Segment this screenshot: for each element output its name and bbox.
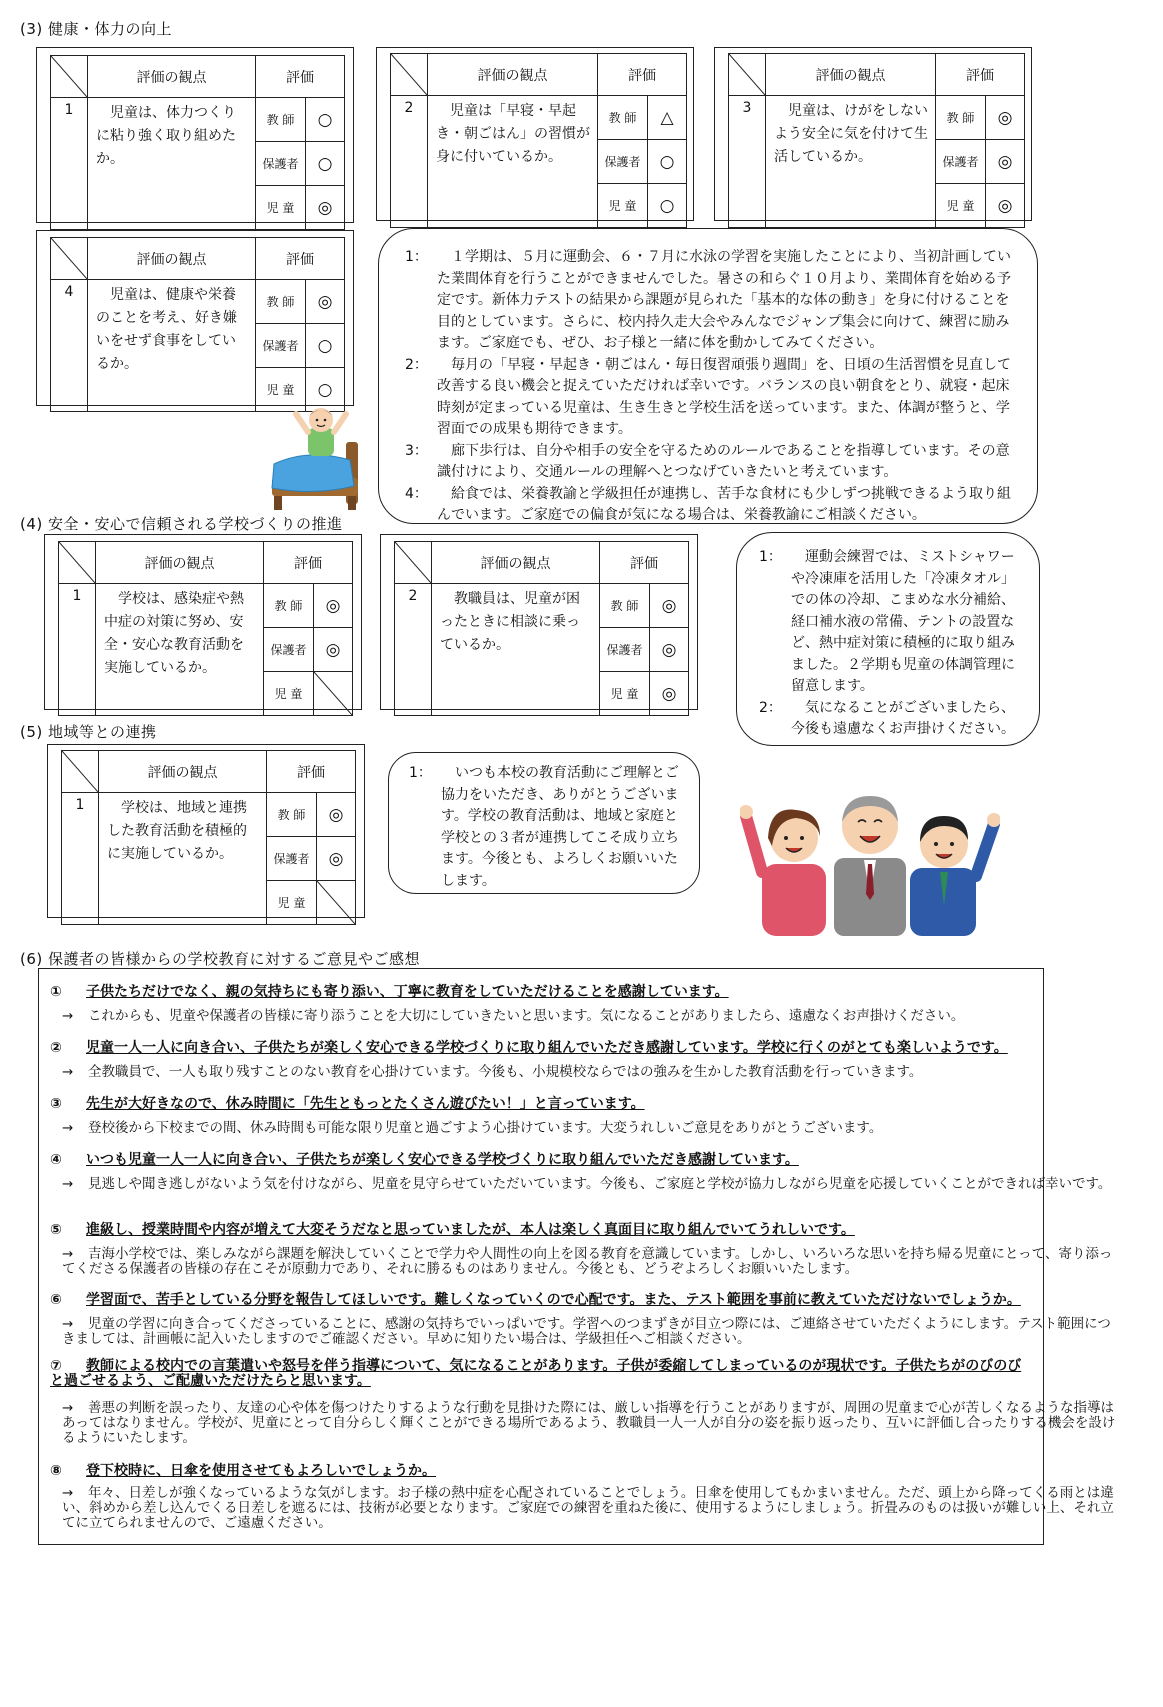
feedback-number: ② [50, 1040, 62, 1056]
mark-parent: ◎ [317, 837, 356, 881]
arrow-icon: → [62, 1008, 74, 1024]
feedback-answer-text: 児童の学習に向き合ってくださっていることに、感謝の気持ちでいっぱいです。学習へのつまずきが目立つ際には、ご連絡させていただくようにします。テスト範囲につきましては、計画帳に記入いたしますのでご確認ください。早めに知りたい場合は、学級担任へご相談ください。 [62, 1316, 1111, 1347]
role-parent: 保護者 [256, 324, 306, 368]
mark-teacher: ○ [306, 98, 345, 142]
note-number: 2： [759, 699, 782, 716]
mark-teacher: ◎ [986, 96, 1025, 140]
role-student: 児 童 [600, 672, 650, 716]
safety-note [759, 547, 1021, 698]
feedback-question [50, 1289, 1021, 1309]
arrow-icon: → [62, 1316, 74, 1332]
feedback-answer [62, 1486, 1122, 1531]
section-4-title: (4) 安全・安心で信頼される学校づくりの推進 [20, 515, 343, 533]
health-notes-bubble [378, 228, 1038, 524]
safety-note [759, 698, 1021, 741]
feedback-question-text: 学習面で、苦手としている分野を報告してほしいです。難しくなっていくので心配です。また、テスト範囲を事前に教えていただけないでしょうか。 [86, 1292, 1021, 1308]
health-table-3 [728, 53, 1025, 228]
feedback-question [50, 981, 729, 1001]
header-hyouka: 評価 [936, 54, 1025, 96]
feedback-question-text: 進級し、授業時間や内容が増えて大変そうだなと思っていましたが、本人は楽しく真面目に取り組んでいてうれしいです。 [86, 1222, 855, 1238]
header-hyouka: 評価 [598, 54, 687, 96]
health-note [405, 484, 1013, 527]
note-text: 給食では、栄養教諭と学級担任が連携し、苦手な食材にも少しずつ挑戦できるよう取り組んでいます。ご家庭での偏食が気になる場合は、栄養教諭にご相談ください。 [437, 485, 1011, 523]
item-text: 児童は、健康や栄養のことを考え、好き嫌いをせず食事をしているか。 [88, 280, 256, 412]
role-student: 児 童 [264, 672, 314, 716]
mark-not-applicable [314, 672, 353, 716]
health-table-1 [50, 55, 345, 230]
mark-parent: ○ [306, 142, 345, 186]
mark-teacher: ◎ [306, 280, 345, 324]
header-diagonal [729, 54, 766, 96]
item-number: 1 [51, 98, 88, 230]
arrow-icon: → [62, 1176, 74, 1192]
feedback-question-text: 登下校時に、日傘を使用させてもよろしいでしょうか。 [86, 1463, 436, 1479]
safety-table-1 [58, 541, 353, 716]
role-teacher: 教 師 [267, 793, 317, 837]
item-number: 1 [59, 584, 96, 716]
mark-student: ◎ [986, 184, 1025, 228]
header-hyouka: 評価 [256, 56, 345, 98]
mark-parent: ○ [648, 140, 687, 184]
arrow-icon: → [62, 1485, 74, 1501]
feedback-answer-text: 年々、日差しが強くなっているような気がします。お子様の熱中症を心配されていることでしょう。日傘を使用してもかまいません。ただ、頭上から降ってくる雨とは違い、斜めから差し込んでくる日差しを遮るには、技術が必要となります。ご家庭での練習を重ねた後に、使用するようにしましょう。折畳みのものは扱いが難しい上、それ立てに立てられませんので、ご遠慮ください。 [62, 1485, 1114, 1531]
feedback-answer-text: 全教職員で、一人も取り残すことのない教育を心掛けています。今後も、小規模校ならではの強みを生かした教育活動を行っていきます。 [88, 1064, 923, 1080]
note-number: 3： [405, 442, 428, 459]
health-note [405, 355, 1013, 441]
feedback-question [50, 1149, 799, 1169]
note-text: 気になることがございましたら、今後も遠慮なくお声掛けください。 [791, 699, 1015, 737]
feedback-number: ⑧ [50, 1463, 62, 1479]
mark-parent: ◎ [650, 628, 689, 672]
role-teacher: 教 師 [598, 96, 648, 140]
feedback-number: ⑦ [50, 1358, 62, 1374]
note-number: 1： [405, 249, 428, 265]
safety-table-2 [394, 541, 689, 716]
feedback-answer [62, 1401, 1122, 1446]
item-text: 学校は、感染症や熱中症の対策に努め、安全・安心な教育活動を実施しているか。 [96, 584, 264, 716]
arrow-icon: → [62, 1120, 74, 1136]
role-student: 児 童 [598, 184, 648, 228]
health-note [405, 247, 1013, 355]
community-notes-bubble [388, 752, 700, 894]
feedback-answer-text: 登校後から下校までの間、休み時間も可能な限り児童と過ごすよう心掛けています。大変うれしいご意見をありがとうございます。 [88, 1120, 883, 1136]
mark-parent: ○ [306, 324, 345, 368]
mark-teacher: ◎ [314, 584, 353, 628]
community-people-illustration [740, 776, 1000, 936]
community-table [61, 750, 356, 925]
role-student: 児 童 [256, 186, 306, 230]
mark-student: ◎ [650, 672, 689, 716]
feedback-question [50, 1093, 645, 1113]
note-text: 毎月の「早寝・早起き・朝ごはん・毎日復習頑張り週間」を、日頃の生活習慣を見直して改善する良い機会と捉えていただければ幸いです。バランスの良い朝食をとり、就寝・起床時刻が定まっている児童は、生き生きと学校生活を送っています。また、体調が整うと、学習面での成果も期待できます。 [437, 356, 1011, 437]
item-number: 4 [51, 280, 88, 412]
feedback-answer [62, 1317, 1122, 1347]
child-in-bed-illustration [268, 402, 368, 514]
note-text: 廊下歩行は、自分や相手の安全を守るためのルールであることを指導しています。その意識付けにより、交通ルールの理解へとつなげていきたいと考えています。 [437, 442, 1010, 480]
arrow-icon: → [62, 1400, 74, 1416]
mark-student: ○ [648, 184, 687, 228]
feedback-question-text: 子供たちだけでなく、親の気持ちにも寄り添い、丁寧に教育をしていただけることを感謝しています。 [86, 984, 729, 1000]
arrow-icon: → [62, 1246, 74, 1262]
header-hyouka: 評価 [256, 238, 345, 280]
header-hyouka: 評価 [267, 751, 356, 793]
note-number: 1： [409, 765, 432, 781]
header-diagonal [395, 542, 432, 584]
mark-student: ○ [306, 368, 345, 412]
note-number: 2： [405, 356, 428, 373]
note-text: 運動会練習では、ミストシャワーや冷凍庫を活用した「冷凍タオル」での体の冷却、こまめな水分補給、経口補水液の常備、テントの設置など、熱中症対策に積極的に取り組みました。２学期も児童の体調管理に留意します。 [791, 549, 1015, 694]
feedback-answer-text: 吉海小学校では、楽しみながら課題を解決していくことで学力や人間性の向上を図る教育を意識しています。しかし、いろいろな思いを持ち帰る児童にとって、寄り添ってくださる保護者の皆様の存在こそが原動力であり、それに勝るものはありません。今後とも、どうぞよろしくお願いいたします。 [62, 1246, 1113, 1277]
item-text: 教職員は、児童が困ったときに相談に乗っているか。 [432, 584, 600, 716]
header-diagonal [391, 54, 428, 96]
header-diagonal [51, 238, 88, 280]
feedback-number: ⑤ [50, 1222, 62, 1238]
health-table-4 [50, 237, 345, 412]
header-diagonal [62, 751, 99, 793]
feedback-question [50, 1219, 855, 1239]
role-teacher: 教 師 [256, 98, 306, 142]
header-kanten: 評価の観点 [88, 56, 256, 98]
header-kanten: 評価の観点 [88, 238, 256, 280]
note-text: １学期は、５月に運動会、６・７月に水泳の学習を実施したことにより、当初計画していた業間体育を行うことができませんでした。暑さの和らぐ１０月より、業間体育を始める予定です。新体力テストの結果から課題が見られた「基本的な体の動き」を身に付けることを目的としています。さらに、校内持久走大会やみんなでジャンプ集会に向けて、練習に励みます。ご家庭でも、ぜひ、お子様と一緒に体を動かしてみてください。 [437, 249, 1011, 351]
mark-parent: ◎ [986, 140, 1025, 184]
feedback-answer [62, 1247, 1122, 1277]
mark-teacher: ◎ [317, 793, 356, 837]
header-hyouka: 評価 [264, 542, 353, 584]
header-hyouka: 評価 [600, 542, 689, 584]
feedback-answer [62, 1009, 1122, 1024]
mark-not-applicable [317, 881, 356, 925]
item-number: 1 [62, 793, 99, 925]
item-number: 2 [395, 584, 432, 716]
feedback-number: ③ [50, 1096, 62, 1112]
note-text: いつも本校の教育活動にご理解とご協力をいただき、ありがとうございます。学校の教育活動は、地域と家庭と学校との３者が連携してこそ成り立ちます。今後とも、よろしくお願いいたします。 [441, 765, 679, 889]
role-student: 児 童 [256, 368, 306, 412]
item-text: 児童は「早寝・早起き・朝ごはん」の習慣が身に付いているか。 [428, 96, 598, 228]
feedback-question-text: 児童一人一人に向き合い、子供たちが楽しく安心できる学校づくりに取り組んでいただき感謝しています。学校に行くのがとても楽しいようです。 [86, 1040, 1008, 1056]
safety-notes-bubble [736, 532, 1040, 746]
role-parent: 保護者 [264, 628, 314, 672]
feedback-number: ④ [50, 1152, 62, 1168]
role-teacher: 教 師 [256, 280, 306, 324]
item-text: 児童は、けがをしないよう安全に気を付けて生活しているか。 [766, 96, 936, 228]
header-kanten: 評価の観点 [428, 54, 598, 96]
mark-student: ◎ [306, 186, 345, 230]
item-number: 2 [391, 96, 428, 228]
feedback-answer [62, 1121, 1122, 1136]
role-teacher: 教 師 [936, 96, 986, 140]
role-parent: 保護者 [256, 142, 306, 186]
arrow-icon: → [62, 1064, 74, 1080]
feedback-answer-text: 見逃しや聞き逃しがないよう気を付けながら、児童を見守らせていただいています。今後も、ご家庭と学校が協力しながら児童を応援していくことができれば幸いです。 [88, 1176, 1112, 1192]
role-student: 児 童 [936, 184, 986, 228]
mark-teacher: ◎ [650, 584, 689, 628]
header-diagonal [59, 542, 96, 584]
item-number: 3 [729, 96, 766, 228]
section-6-title: (6) 保護者の皆様からの学校教育に対するご意見やご感想 [20, 950, 421, 968]
health-table-2 [390, 53, 687, 228]
feedback-answer-text: これからも、児童や保護者の皆様に寄り添うことを大切にしていきたいと思います。気になることがありましたら、遠慮なくお声掛けください。 [88, 1008, 965, 1024]
feedback-question-text: 先生が大好きなので、休み時間に「先生ともっとたくさん遊びたい！」と言っています。 [86, 1096, 645, 1112]
feedback-question [50, 1037, 1008, 1057]
feedback-question [50, 1359, 1035, 1389]
header-kanten: 評価の観点 [96, 542, 264, 584]
note-number: 4： [405, 485, 428, 502]
note-number: 1： [759, 549, 782, 565]
role-parent: 保護者 [598, 140, 648, 184]
section-3-title: (3) 健康・体力の向上 [20, 20, 173, 38]
section-5-title: (5) 地域等との連携 [20, 723, 157, 741]
feedback-question [50, 1460, 436, 1480]
feedback-question-text: 教師による校内での言葉遣いや怒号を伴う指導について、気になることがあります。子供が委縮してしまっているのが現状です。子供たちがのびのびと過ごせるよう、ご配慮いただけたらと思います。 [50, 1358, 1022, 1389]
feedback-number: ⑥ [50, 1292, 62, 1308]
role-parent: 保護者 [936, 140, 986, 184]
role-teacher: 教 師 [264, 584, 314, 628]
mark-teacher: △ [648, 96, 687, 140]
health-note [405, 441, 1013, 484]
role-teacher: 教 師 [600, 584, 650, 628]
feedback-answer-text: 善悪の判断を誤ったり、友達の心や体を傷つけたりするような行動を見掛けた際には、厳しい指導を行うことがありますが、周囲の児童まで心が苦しくなるような指導はあってはなりません。学校が、児童にとって自分らしく輝くことができる場所であるよう、教職員一人一人が自分の姿を振り返ったり、互いに評価し合ったりする機会を設けるようにいたします。 [62, 1400, 1116, 1446]
mark-parent: ◎ [314, 628, 353, 672]
feedback-answer [62, 1065, 1122, 1080]
feedback-question-text: いつも児童一人一人に向き合い、子供たちが楽しく安心できる学校づくりに取り組んでいただき感謝しています。 [86, 1152, 799, 1168]
header-kanten: 評価の観点 [432, 542, 600, 584]
header-kanten: 評価の観点 [766, 54, 936, 96]
feedback-number: ① [50, 984, 62, 1000]
community-note [409, 763, 683, 892]
header-diagonal [51, 56, 88, 98]
feedback-answer [62, 1177, 1122, 1192]
role-parent: 保護者 [267, 837, 317, 881]
item-text: 学校は、地域と連携した教育活動を積極的に実施しているか。 [99, 793, 267, 925]
role-student: 児 童 [267, 881, 317, 925]
header-kanten: 評価の観点 [99, 751, 267, 793]
item-text: 児童は、体力つくりに粘り強く取り組めたか。 [88, 98, 256, 230]
role-parent: 保護者 [600, 628, 650, 672]
